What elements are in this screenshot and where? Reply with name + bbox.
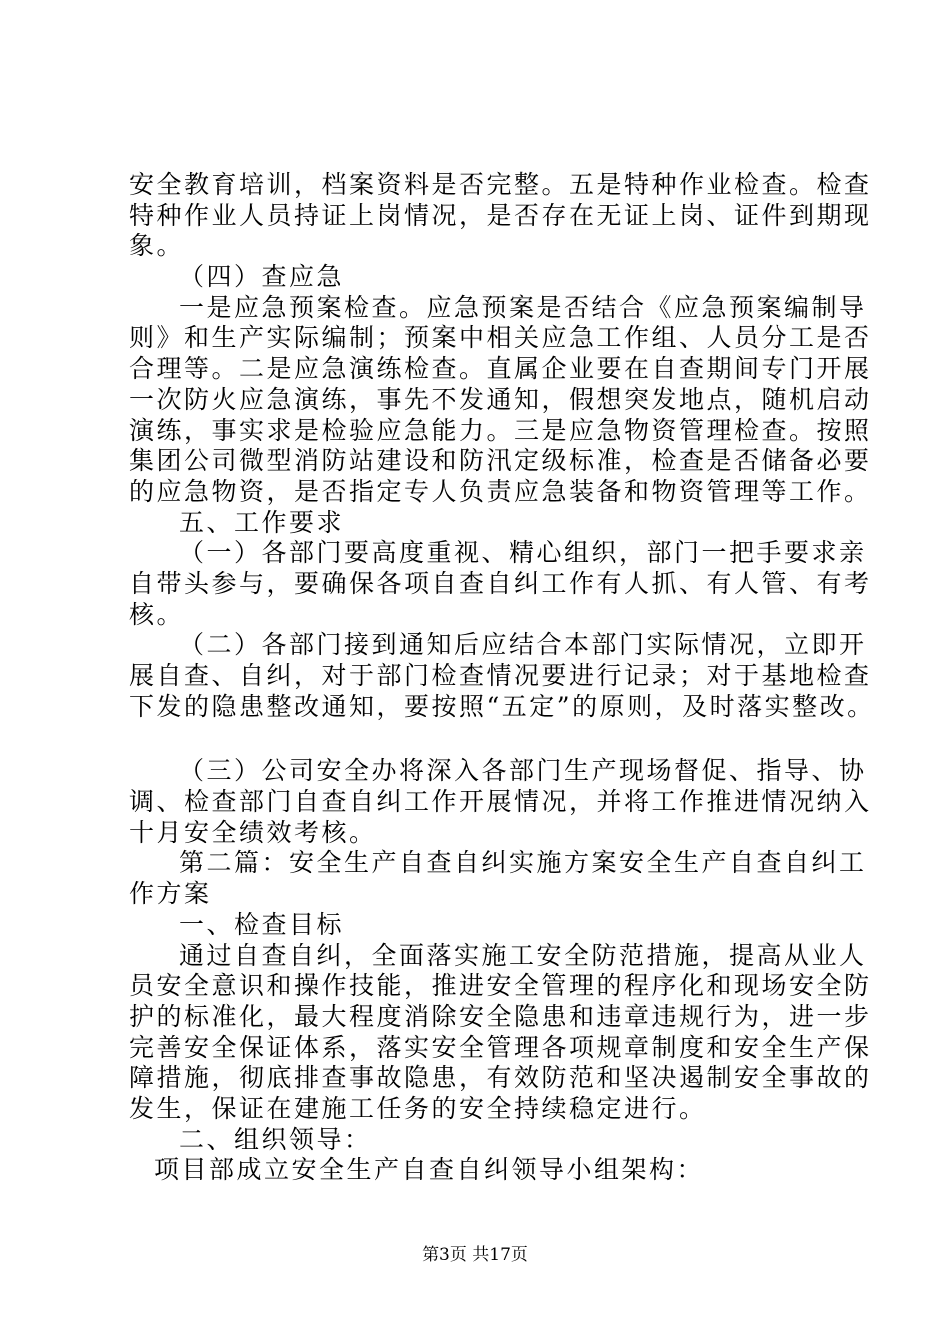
section-heading: 一、检查目标 [179,909,345,939]
section-heading: 二、组织领导： [179,1124,372,1154]
text-line: （一）各部门要高度重视、精心组织，部门一把手要求亲 [179,538,867,568]
section-heading: （四）查应急 [179,262,345,292]
text-line: 合理等。二是应急演练检查。直属企业要在自查期间专门开展 [129,354,872,384]
text-line: 一次防火应急演练，事先不发通知，假想突发地点，随机启动 [129,384,872,414]
text-line: （二）各部门接到通知后应结合本部门实际情况，立即开 [179,630,867,660]
text-line: 一是应急预案检查。应急预案是否结合《应急预案编制导 [179,292,867,322]
text-line: 展自查、自纠，对于部门检查情况要进行记录；对于基地检查 [129,661,872,690]
text-line: 核。 [129,599,185,629]
text-line: 发生，保证在建施工任务的安全持续稳定进行。 [129,1093,707,1123]
text-line: 员安全意识和操作技能，推进安全管理的程序化和现场安全防 [129,971,872,1001]
text-line: 则》和生产实际编制；预案中相关应急工作组、人员分工是否 [129,323,872,353]
text-line: 护的标准化，最大程度消除安全隐患和违章违规行为，进一步 [129,1001,872,1031]
text-line: 集团公司微型消防站建设和防汛定级标准，检查是否储备必要 [129,446,872,476]
text-line: 完善安全保证体系，落实安全管理各项规章制度和安全生产保 [129,1032,872,1062]
text-line: 自带头参与，要确保各项自查自纠工作有人抓、有人管、有考 [129,568,872,598]
section-title: 作方案 [129,879,212,909]
text-line: 象。 [129,231,185,261]
text-line: 障措施，彻底排查事故隐患，有效防范和坚决遏制安全事故的 [129,1063,872,1093]
text-line: 演练，事实求是检验应急能力。三是应急物资管理检查。按照 [129,415,872,445]
document-body [129,170,875,1186]
text-line: 特种作业人员持证上岗情况，是否存在无证上岗、证件到期现 [129,200,872,230]
page-number: 第3页 共17页 [422,1245,528,1265]
text-line: 调、检查部门自查自纠工作开展情况，并将工作推进情况纳入 [129,787,872,817]
text-line: 十月安全绩效考核。 [129,817,377,847]
text-line: 安全教育培训，档案资料是否完整。五是特种作业检查。检查 [129,170,872,199]
section-title: 第二篇：安全生产自查自纠实施方案安全生产自查自纠工 [179,848,867,878]
section-heading: 五、工作要求 [179,507,345,537]
paragraph-gap [129,722,837,756]
text-line: 下发的隐患整改通知，要按照“五定”的原则，及时落实整改。 [129,691,875,721]
text-line: 的应急物资，是否指定专人负责应急装备和物资管理等工作。 [129,476,872,506]
text-line: 通过自查自纠，全面落实施工安全防范措施，提高从业人 [179,940,867,970]
text-line: （三）公司安全办将深入各部门生产现场督促、指导、协 [179,756,867,786]
text-line: 项目部成立安全生产自查自纠领导小组架构： [154,1155,705,1185]
